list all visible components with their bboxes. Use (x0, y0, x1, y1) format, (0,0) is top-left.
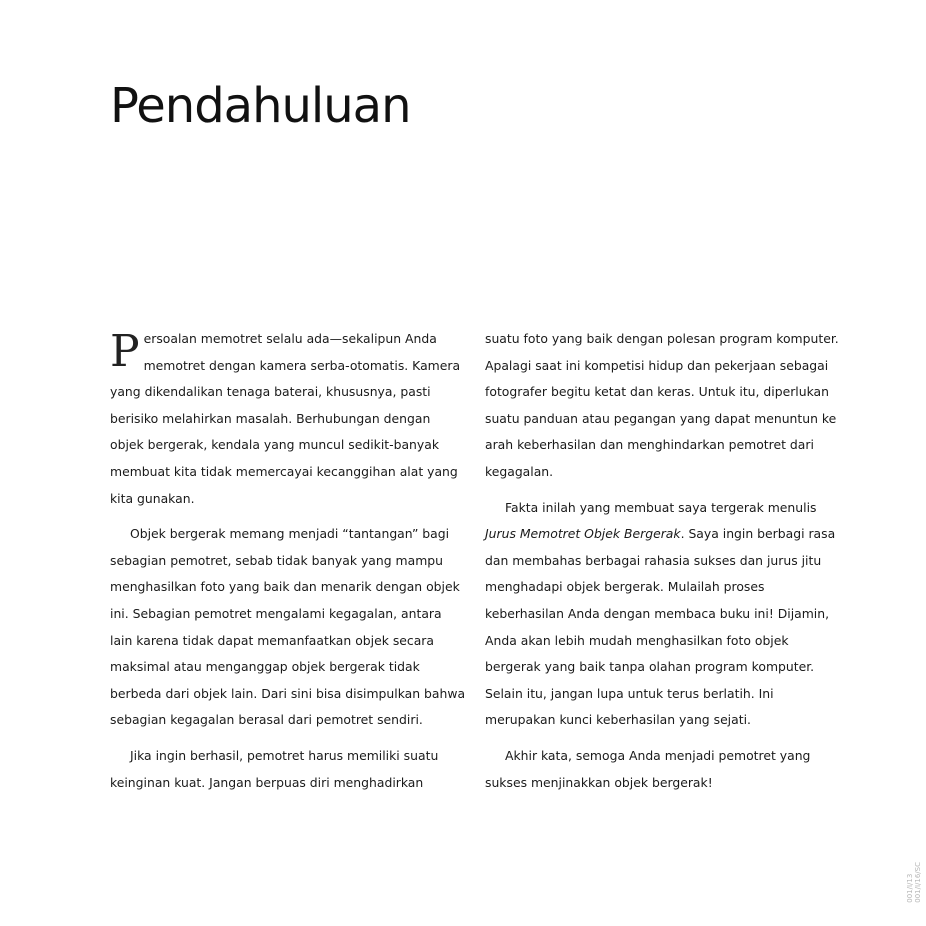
paragraph-intro-text: ersoalan memotret selalu ada—sekalipun Anda memotret dengan kamera serba-otomatis. Kamera yang dikendalikan tenaga baterai, khususnya, pasti berisiko melahirkan masalah. Berhubungan dengan objek bergerak, kendala yang muncul sedikit-banyak membuat kita tidak memercayai kecanggihan alat yang kita gunakan. (110, 331, 461, 506)
paragraph-intro (110, 326, 466, 512)
paragraph-success-start: Jika ingin berhasil, pemotret harus memiliki suatu keinginan kuat. Jangan berpuas diri menghadirkan (110, 747, 439, 790)
drop-cap: P (110, 326, 140, 377)
margin-code-line-2: 001/I/16/SC (914, 862, 922, 903)
paragraph-motivation-end: . Saya ingin berbagi rasa dan membahas berbagai rahasia sukses dan jurus jitu menghadapi objek bergerak. Mulailah proses keberhasilan Anda dengan membaca buku ini! Dijamin, Anda akan lebih mudah menghasilkan foto objek bergerak yang baik tanpa olahan program komputer. Selain itu, jangan lupa untuk terus berlatih. Ini merupakan kunci keberhasilan yang sejati. (485, 526, 836, 728)
paragraph-motivation (485, 495, 841, 734)
paragraph-challenge: Objek bergerak memang menjadi “tantangan” bagi sebagian pemotret, sebab tidak banyak yang mampu menghasilkan foto yang baik dan menarik dengan objek ini. Sebagian pemotret mengalami kegagalan, antara lain karena tidak dapat memanfaatkan objek secara maksimal atau menganggap objek bergerak tidak berbeda dari objek lain. Dari sini bisa disimpulkan bahwa sebagian kegagalan berasal dari pemotret sendiri. (110, 526, 466, 728)
page-title: Pendahuluan (110, 78, 411, 134)
book-title: Jurus Memotret Objek Bergerak (485, 526, 681, 542)
paragraph-success-continued: suatu foto yang baik dengan polesan program komputer. Apalagi saat ini kompetisi hidup dan pekerjaan sebagai fotografer begitu ketat dan keras. Untuk itu, diperlukan suatu panduan atau pegangan yang dapat menuntun ke arah keberhasilan dan menghindarkan pemotret dari kegagalan. (485, 331, 839, 479)
paragraph-closing: Akhir kata, semoga Anda menjadi pemotret yang sukses menjinakkan objek bergerak! (485, 747, 811, 790)
margin-code (906, 862, 922, 903)
right-text-column (485, 326, 841, 805)
paragraph-motivation-start: Fakta inilah yang membuat saya tergerak menulis (505, 499, 817, 515)
margin-code-line-1: 001/I/13 (906, 873, 914, 903)
left-text-column (110, 326, 466, 805)
